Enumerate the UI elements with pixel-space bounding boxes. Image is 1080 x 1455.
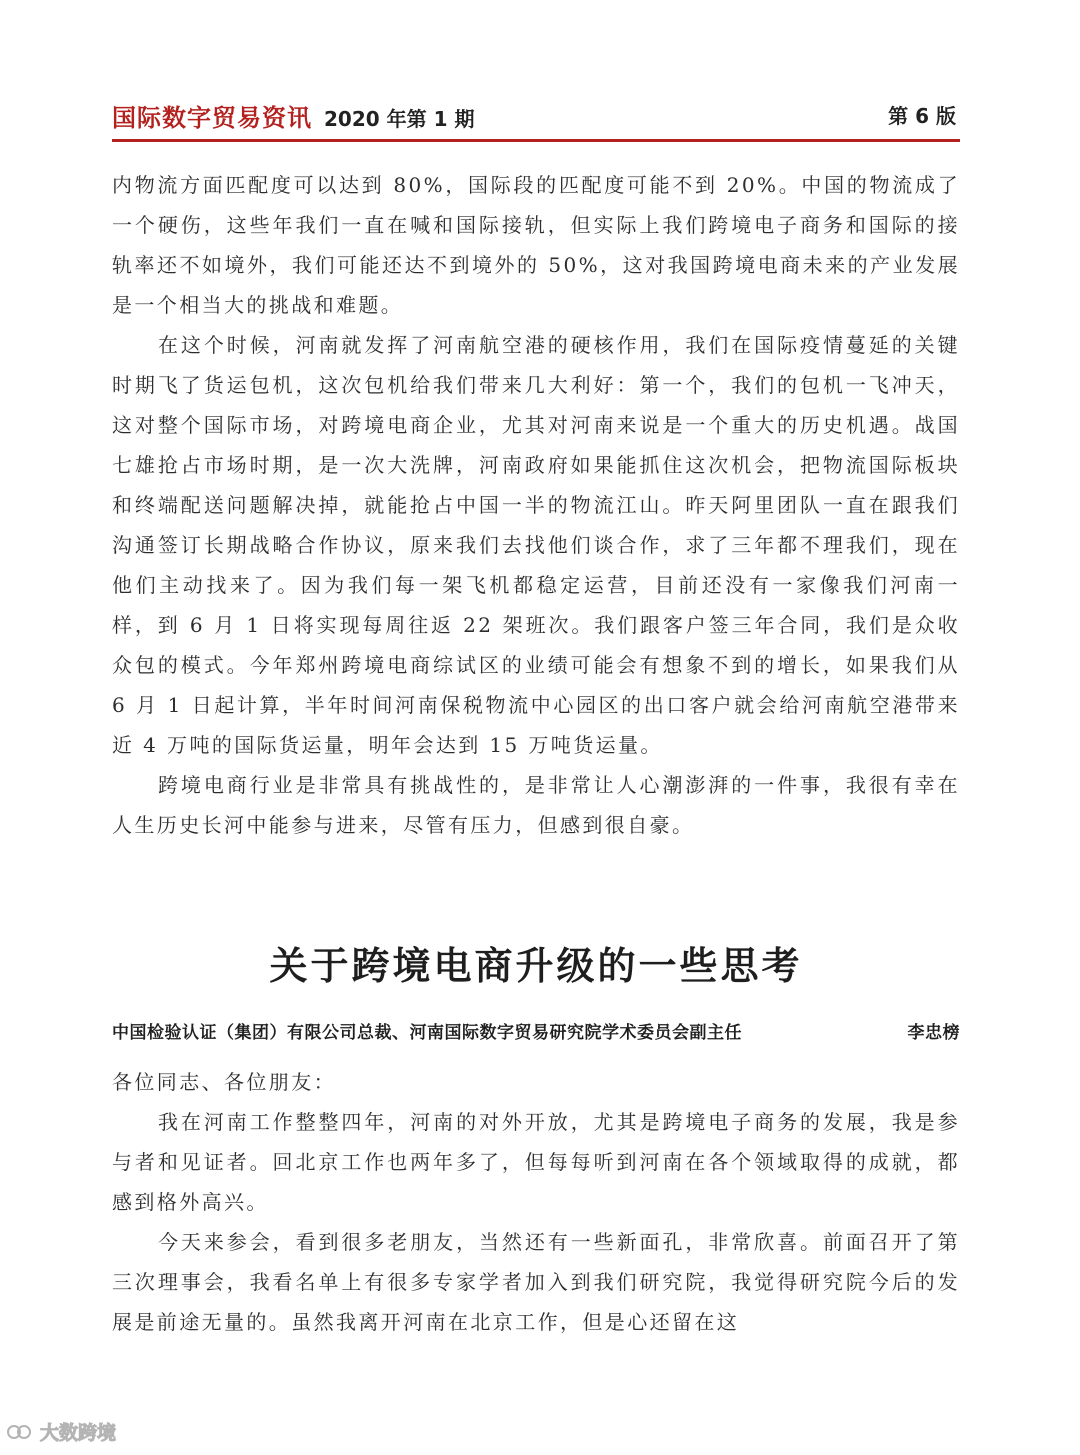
page-header — [112, 98, 960, 138]
paragraph: 内物流方面匹配度可以达到 80%，国际段的匹配度可能不到 20%。中国的物流成了一个硬伤，这些年我们一直在喊和国际接轨，但实际上我们跨境电子商务和国际的接轨率还不如境外，我们可能还达不到境外的 50%，这对我国跨境电商未来的产业发展是一个相当大的挑战和难题。 — [112, 173, 960, 317]
header-divider — [112, 139, 960, 142]
article-title: 关于跨境电商升级的一些思考 — [269, 943, 803, 988]
article-body — [112, 1062, 960, 1342]
paragraph: 我在河南工作整整四年，河南的对外开放，尤其是跨境电子商务的发展，我是参与者和见证者。回北京工作也两年多了，但每每听到河南在各个领域取得的成就，都感到格外高兴。 — [112, 1110, 960, 1214]
byline-author: 李忠榜 — [907, 1023, 960, 1043]
watermark-text: 大数跨境 — [40, 1422, 117, 1444]
logo-icon — [6, 1420, 34, 1444]
previous-article-body — [112, 165, 960, 845]
paragraph: 在这个时候，河南就发挥了河南航空港的硬核作用，我们在国际疫情蔓延的关键时期飞了货运包机，这次包机给我们带来几大利好：第一个，我们的包机一飞冲天，这对整个国际市场，对跨境电商企业，尤其对河南来说是一个重大的历史机遇。战国七雄抢占市场时期，是一次大洗牌，河南政府如果能抓住这次机会，把物流国际板块和终端配送问题解决掉，就能抢占中国一半的物流江山。昨天阿里团队一直在跟我们沟通签订长期战略合作协议，原来我们去找他们谈合作，求了三年都不理我们，现在他们主动找来了。因为我们每一架飞机都稳定运营，目前还没有一家像我们河南一样，到 6 月 1 日将实现每周往返 22 架班次。我们跟客户签三年合同，我们是众收众包的模式。今年郑州跨境电商综试区的业绩可能会有想象不到的增长，如果我们从 6 月 1 日起计算，半年时间河南保税物流中心园区的出口客户就会给河南航空港带来近 4 万吨的国际货运量，明年会达到 15 万吨货运量。 — [112, 333, 960, 757]
paragraph: 今天来参会，看到很多老朋友，当然还有一些新面孔，非常欣喜。前面召开了第三次理事会，我看名单上有很多专家学者加入到我们研究院，我觉得研究院今后的发展是前途无量的。虽然我离开河南在北京工作，但是心还留在这 — [112, 1230, 960, 1334]
masthead-title: 国际数字贸易资讯 — [112, 104, 312, 132]
masthead — [112, 98, 474, 133]
issue-label: 2020 年第 1 期 — [324, 107, 475, 131]
greeting: 各位同志、各位朋友： — [112, 1070, 336, 1094]
byline-affiliation: 中国检验认证（集团）有限公司总裁、河南国际数字贸易研究院学术委员会副主任 — [112, 1023, 742, 1043]
paragraph: 跨境电商行业是非常具有挑战性的，是非常让人心潮澎湃的一件事，我很有幸在人生历史长河中能参与进来，尽管有压力，但感到很自豪。 — [112, 773, 960, 837]
page-number: 第 6 版 — [888, 104, 956, 128]
byline — [112, 1018, 960, 1043]
watermark — [6, 1418, 116, 1445]
